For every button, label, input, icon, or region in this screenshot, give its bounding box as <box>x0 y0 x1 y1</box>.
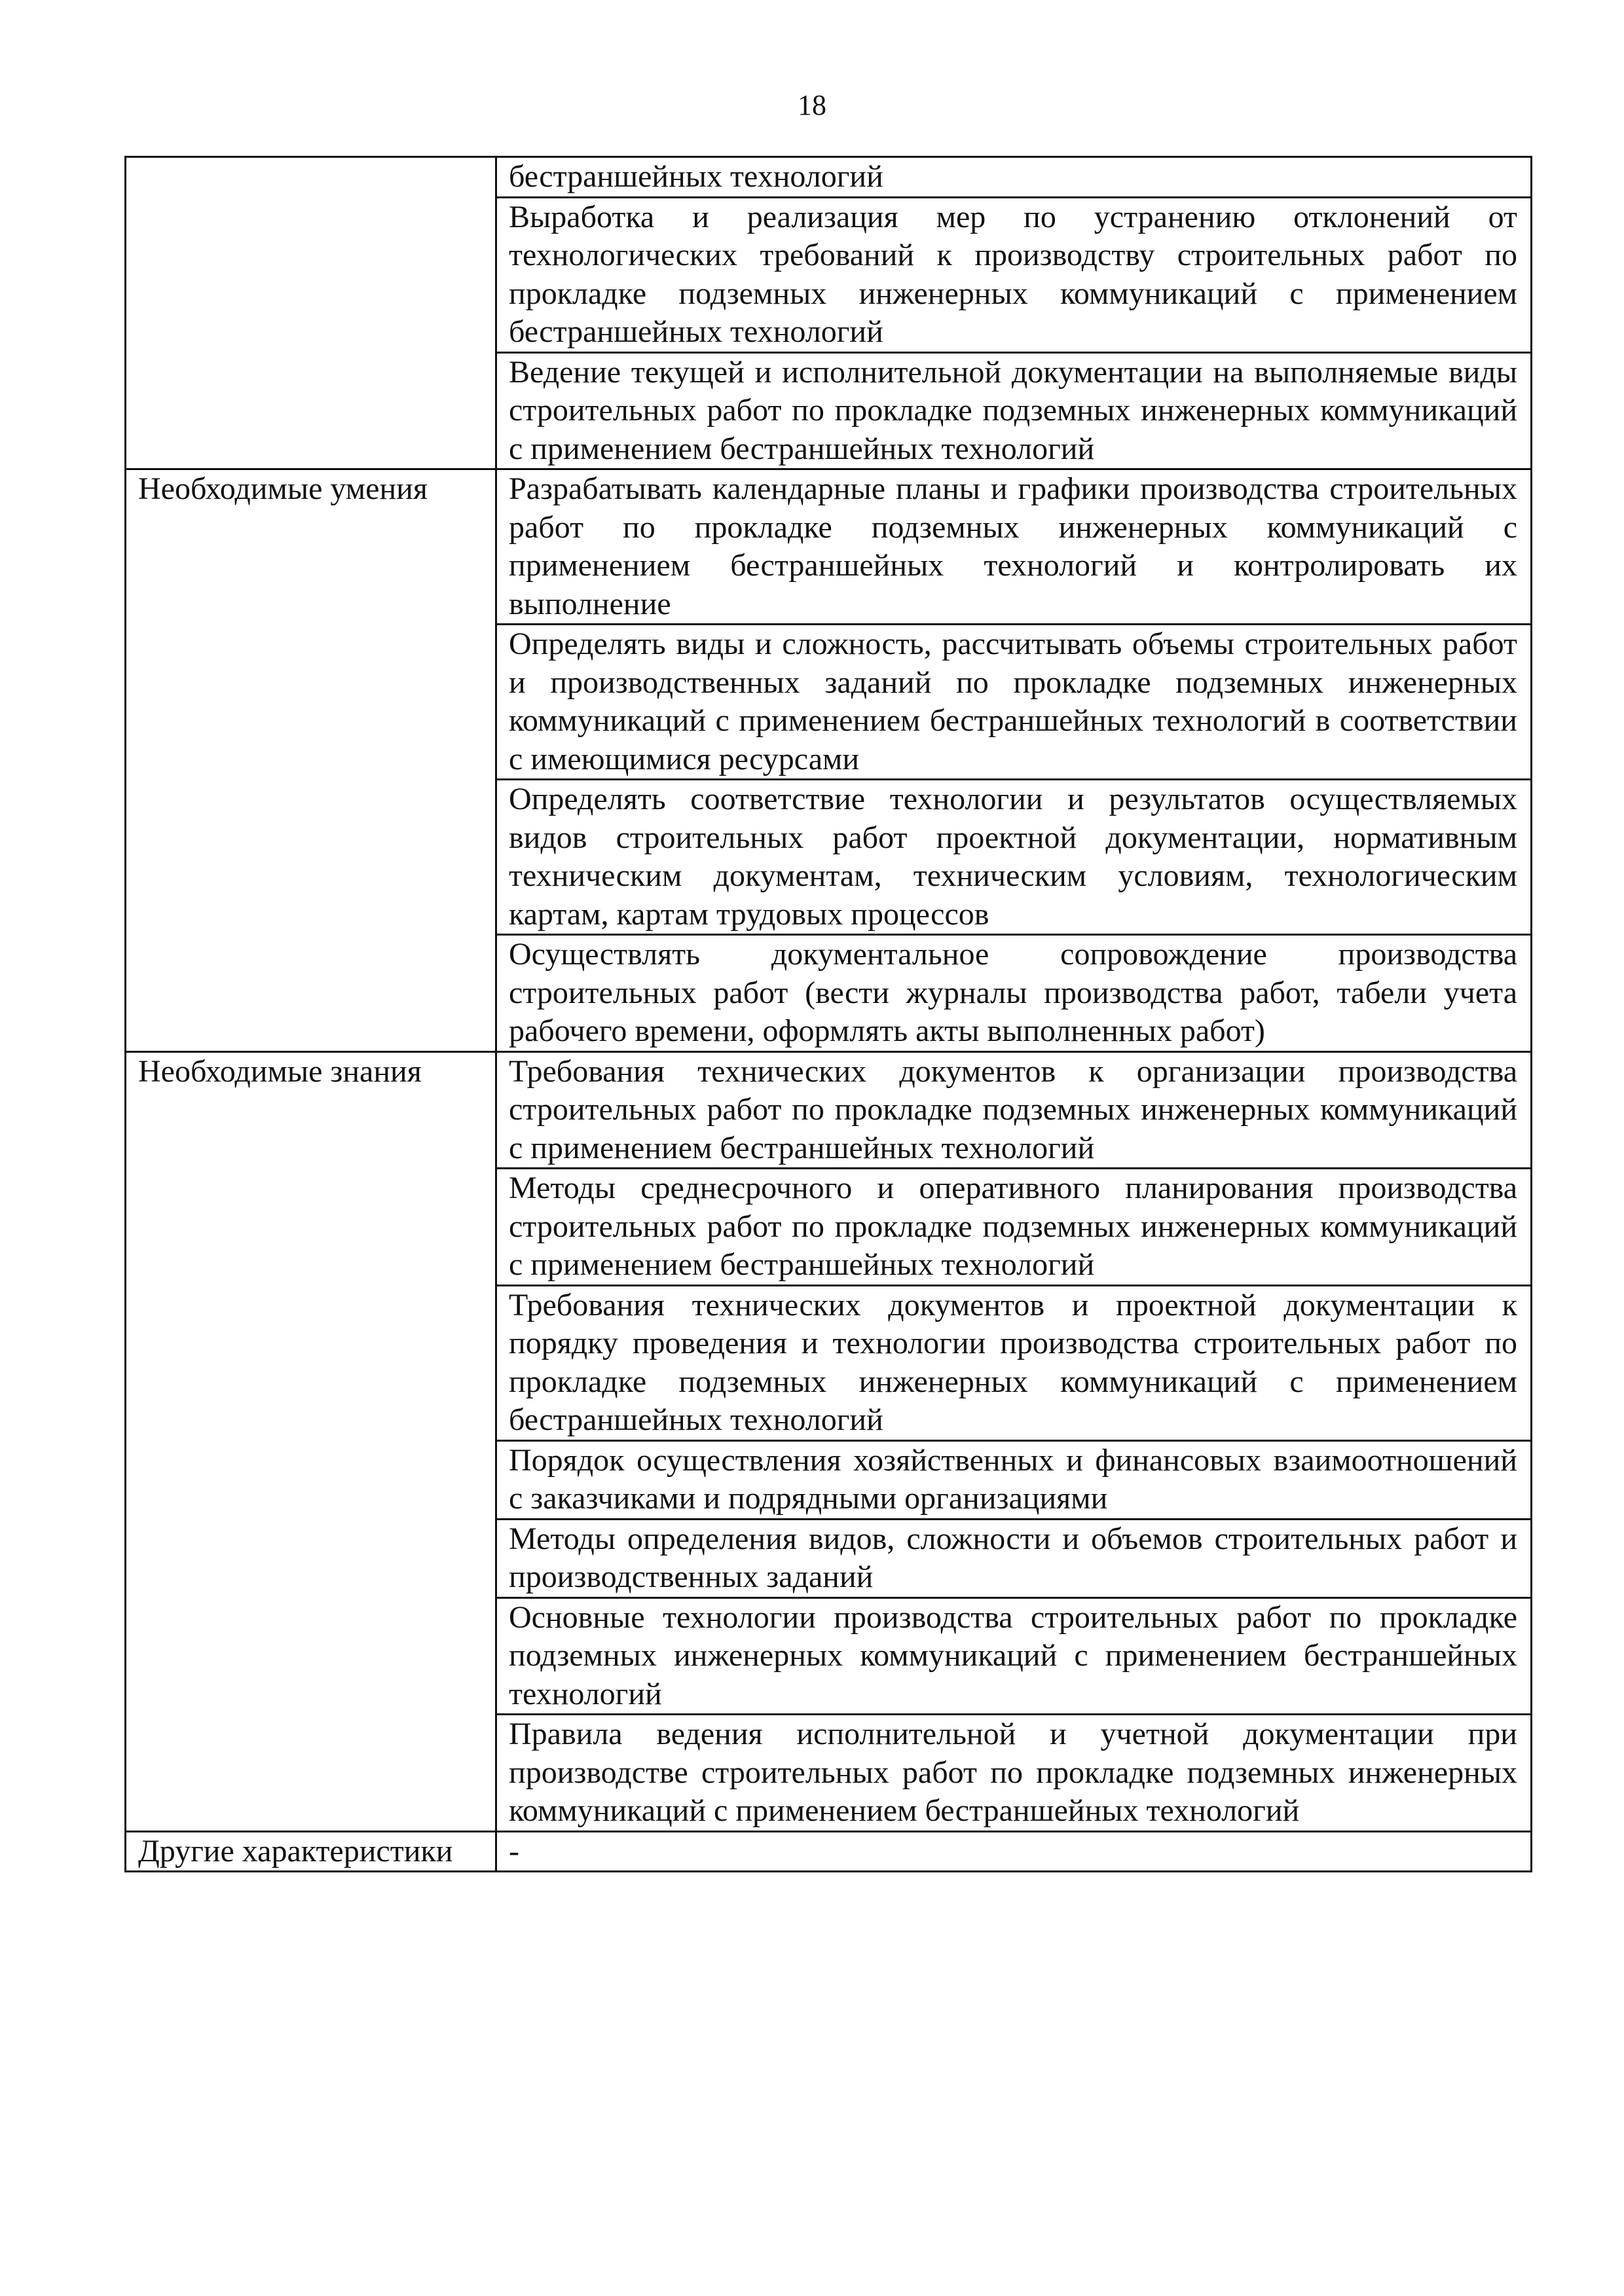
knowledge-item-6: Основные технологии производства строительных работ по прокладке подземных инженерных коммуникаций с применением бестраншейных технологий <box>496 1597 1532 1715</box>
table-row <box>126 157 1532 198</box>
other-value: - <box>496 1831 1532 1872</box>
empty-label-cell <box>126 1440 496 1519</box>
table-row <box>126 1831 1532 1872</box>
table-row <box>126 1440 1532 1519</box>
table-row <box>126 935 1532 1052</box>
table-row <box>126 197 1532 352</box>
table-row <box>126 352 1532 469</box>
continuation-item-3: Ведение текущей и исполнительной документации на выполняемые виды строительных работ по прокладке подземных инженерных коммуникаций с применением бестраншейных технологий <box>496 352 1532 469</box>
empty-label-cell <box>126 1519 496 1597</box>
skills-item-2: Определять виды и сложность, рассчитывать объемы строительных работ и производственных заданий по прокладке подземных инженерных коммуникаций с применением бестраншейных технологий в соответствии с имеющимися ресурсами <box>496 625 1532 780</box>
other-label: Другие характеристики <box>126 1831 496 1872</box>
knowledge-item-2: Методы среднесрочного и оперативного планирования производства строительных работ по прокладке подземных инженерных коммуникаций с применением бестраншейных технологий <box>496 1169 1532 1286</box>
continuation-label <box>126 157 496 198</box>
empty-label-cell <box>126 1285 496 1440</box>
knowledge-item-4: Порядок осуществления хозяйственных и финансовых взаимоотношений с заказчиками и подрядными организациями <box>496 1440 1532 1519</box>
empty-label-cell <box>126 1597 496 1715</box>
skills-item-3: Определять соответствие технологии и результатов осуществляемых видов строительных работ проектной документации, нормативным техническим документам, техническим условиям, технологическим картам, картам трудовых процессов <box>496 780 1532 935</box>
skills-item-1: Разрабатывать календарные планы и графики производства строительных работ по прокладке подземных инженерных коммуникаций с применением бестраншейных технологий и контролировать их выполнение <box>496 469 1532 625</box>
page-number: 18 <box>798 89 826 121</box>
table-row <box>126 1597 1532 1715</box>
table-row <box>126 780 1532 935</box>
competency-table <box>124 156 1532 1872</box>
empty-label-cell <box>126 780 496 935</box>
empty-label-cell <box>126 1169 496 1286</box>
skills-item-4: Осуществлять документальное сопровождение производства строительных работ (вести журналы производства работ, табели учета рабочего времени, оформлять акты выполненных работ) <box>496 935 1532 1052</box>
skills-label: Необходимые умения <box>126 469 496 625</box>
table-row <box>126 1519 1532 1597</box>
empty-label-cell <box>126 625 496 780</box>
empty-label-cell <box>126 1715 496 1832</box>
knowledge-item-3: Требования технических документов и проектной документации к порядку проведения и технологии производства строительных работ по прокладке подземных инженерных коммуникаций с применением бестраншейных технологий <box>496 1285 1532 1440</box>
continuation-item-2: Выработка и реализация мер по устранению отклонений от технологических требований к производству строительных работ по прокладке подземных инженерных коммуникаций с применением бестраншейных технологий <box>496 197 1532 352</box>
knowledge-item-5: Методы определения видов, сложности и объемов строительных работ и производственных заданий <box>496 1519 1532 1597</box>
table-row <box>126 1169 1532 1286</box>
continuation-item-1: бестраншейных технологий <box>496 157 1532 198</box>
table-row <box>126 1715 1532 1832</box>
table-row <box>126 1285 1532 1440</box>
empty-label-cell <box>126 197 496 352</box>
table-row <box>126 625 1532 780</box>
empty-label-cell <box>126 935 496 1052</box>
knowledge-item-1: Требования технических документов к организации производства строительных работ по прокладке подземных инженерных коммуникаций с применением бестраншейных технологий <box>496 1051 1532 1169</box>
knowledge-item-7: Правила ведения исполнительной и учетной документации при производстве строительных работ по прокладке подземных инженерных коммуникаций с применением бестраншейных технологий <box>496 1715 1532 1832</box>
table-row <box>126 469 1532 625</box>
table-row <box>126 1051 1532 1169</box>
knowledge-label: Необходимые знания <box>126 1051 496 1169</box>
empty-label-cell <box>126 352 496 469</box>
